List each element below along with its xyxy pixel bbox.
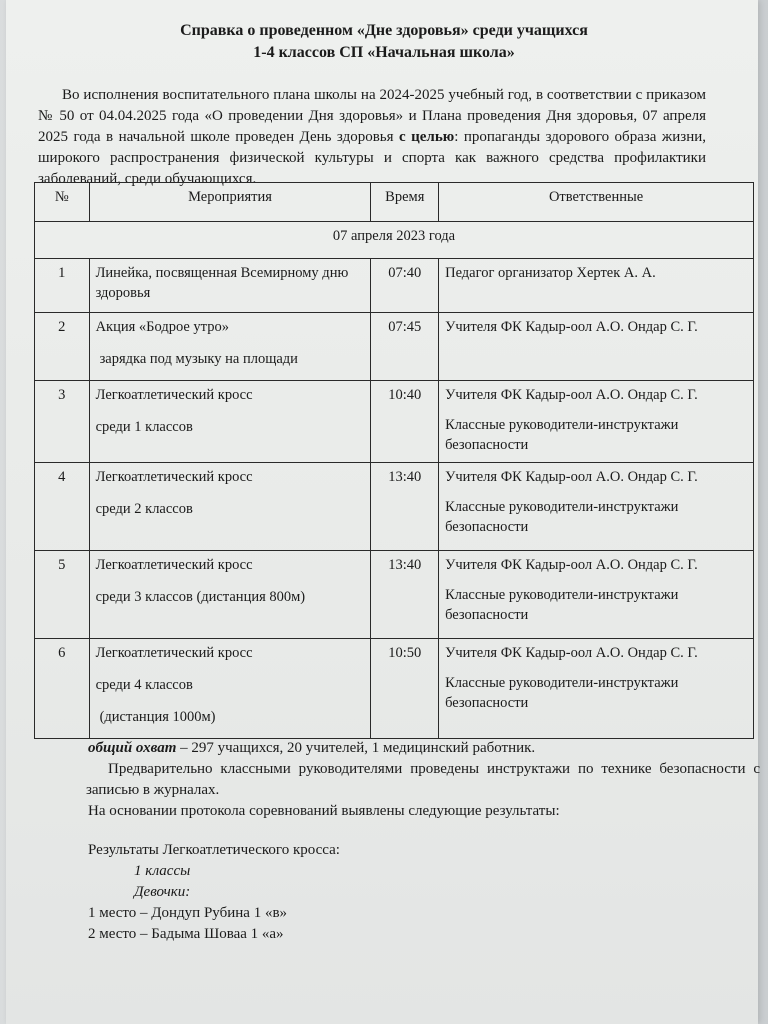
responsible-line: Учителя ФК Кадыр-оол А.О. Ондар С. Г.: [445, 469, 698, 485]
event-subline: среди 2 классов: [95, 501, 193, 517]
coverage-text: – 297 учащихся, 20 учителей, 1 медицинский работник.: [176, 740, 536, 756]
row-responsible: [439, 259, 754, 313]
event-subline: зарядка под музыку на площади: [99, 351, 298, 367]
row-event: [89, 551, 371, 639]
events-table: [34, 182, 754, 739]
coverage-line: [88, 738, 760, 759]
summary-section: [88, 738, 760, 945]
row-event: [89, 463, 371, 551]
row-event: [89, 639, 371, 739]
row-number: 3: [35, 381, 90, 463]
row-event: [89, 381, 371, 463]
row-responsible: [439, 381, 754, 463]
coverage-label: общий охват: [88, 740, 177, 756]
responsible-subline: Классные руководители-инструктажи безопасности: [445, 587, 679, 623]
table-row: [35, 259, 754, 313]
briefing-paragraph: Предварительно классными руководителями проведены инструктажи по технике безопасности с записью в журналах.: [86, 761, 760, 798]
row-time: 10:50: [371, 639, 439, 739]
header-events: Мероприятия: [89, 183, 371, 222]
row-number: 6: [35, 639, 90, 739]
header-time: Время: [371, 183, 439, 222]
responsible-line: Учителя ФК Кадыр-оол А.О. Ондар С. Г.: [445, 387, 698, 403]
results-group: Девочки:: [134, 884, 191, 900]
results-class: 1 классы: [134, 863, 191, 879]
row-number: 2: [35, 313, 90, 381]
row-time: 13:40: [371, 551, 439, 639]
row-event: [89, 259, 371, 313]
table-row: [35, 381, 754, 463]
event-line: Легкоатлетический кросс: [95, 469, 253, 485]
event-subline: среди 1 классов: [95, 419, 193, 435]
row-event: [89, 313, 371, 381]
event-subline: среди 4 классов: [95, 677, 193, 693]
protocol-line: На основании протокола соревнований выявлены следующие результаты:: [88, 803, 560, 819]
event-line: Акция «Бодрое утро»: [95, 319, 229, 335]
row-number: 1: [35, 259, 90, 313]
table-row: [35, 313, 754, 381]
table-row: [35, 639, 754, 739]
row-time: 07:45: [371, 313, 439, 381]
event-subline: среди 3 классов (дистанция 800м): [95, 589, 306, 605]
responsible-subline: Классные руководители-инструктажи безопасности: [445, 499, 679, 535]
event-line: Легкоатлетический кросс: [95, 557, 253, 573]
row-time: 13:40: [371, 463, 439, 551]
intro-text-1: Во исполнения воспитательного плана школы на 2024-2025 учебный год, в соответствии с приказом № 50 от 04.04.2025 года «О проведении Дня здоровья» и Плана проведения Дня здоровья, 07 апреля 2025 года в начальной школе проведен День здоровья: [38, 87, 706, 145]
row-number: 4: [35, 463, 90, 551]
event-line: Легкоатлетический кросс: [95, 387, 253, 403]
responsible-subline: Классные руководители-инструктажи безопасности: [445, 675, 679, 711]
row-responsible: [439, 551, 754, 639]
event-subline-2: (дистанция 1000м): [99, 709, 216, 725]
row-time: 07:40: [371, 259, 439, 313]
responsible-line: Учителя ФК Кадыр-оол А.О. Ондар С. Г.: [445, 645, 698, 661]
title-line-1: Справка о проведенном «Дне здоровья» среди учащихся: [180, 22, 588, 39]
intro-text-2: : пропаганды здорового образа жизни, широкого распространения физической культуры и спорта как важного средства профилактики заболеваний, среди обучающихся.: [38, 129, 707, 187]
event-line: Линейка, посвященная Всемирному дню здоровья: [95, 265, 349, 301]
row-time: 10:40: [371, 381, 439, 463]
intro-paragraph: [38, 85, 706, 190]
responsible-line: Учителя ФК Кадыр-оол А.О. Ондар С. Г.: [445, 319, 698, 335]
responsible-subline: Классные руководители-инструктажи безопасности: [445, 417, 679, 453]
table-row: [35, 551, 754, 639]
table-header-row: [35, 183, 754, 222]
responsible-line: Педагог организатор Хертек А. А.: [445, 265, 656, 281]
title-line-2: 1-4 классов СП «Начальная школа»: [253, 44, 515, 61]
responsible-line: Учителя ФК Кадыр-оол А.О. Ондар С. Г.: [445, 557, 698, 573]
date-cell: 07 апреля 2023 года: [35, 222, 754, 259]
header-number: №: [35, 183, 90, 222]
table-row: [35, 463, 754, 551]
table-date-row: [35, 222, 754, 259]
results-title: Результаты Легкоатлетического кросса:: [88, 842, 340, 858]
intro-bold-goal: с целью: [399, 129, 455, 145]
row-number: 5: [35, 551, 90, 639]
row-responsible: [439, 463, 754, 551]
row-responsible: [439, 639, 754, 739]
header-responsible: Ответственные: [439, 183, 754, 222]
event-line: Легкоатлетический кросс: [95, 645, 253, 661]
result-place-1: 1 место – Дондуп Рубина 1 «в»: [88, 905, 288, 921]
row-responsible: [439, 313, 754, 381]
result-place-2: 2 место – Бадыма Шоваа 1 «а»: [88, 926, 284, 942]
document-title: [0, 20, 768, 64]
